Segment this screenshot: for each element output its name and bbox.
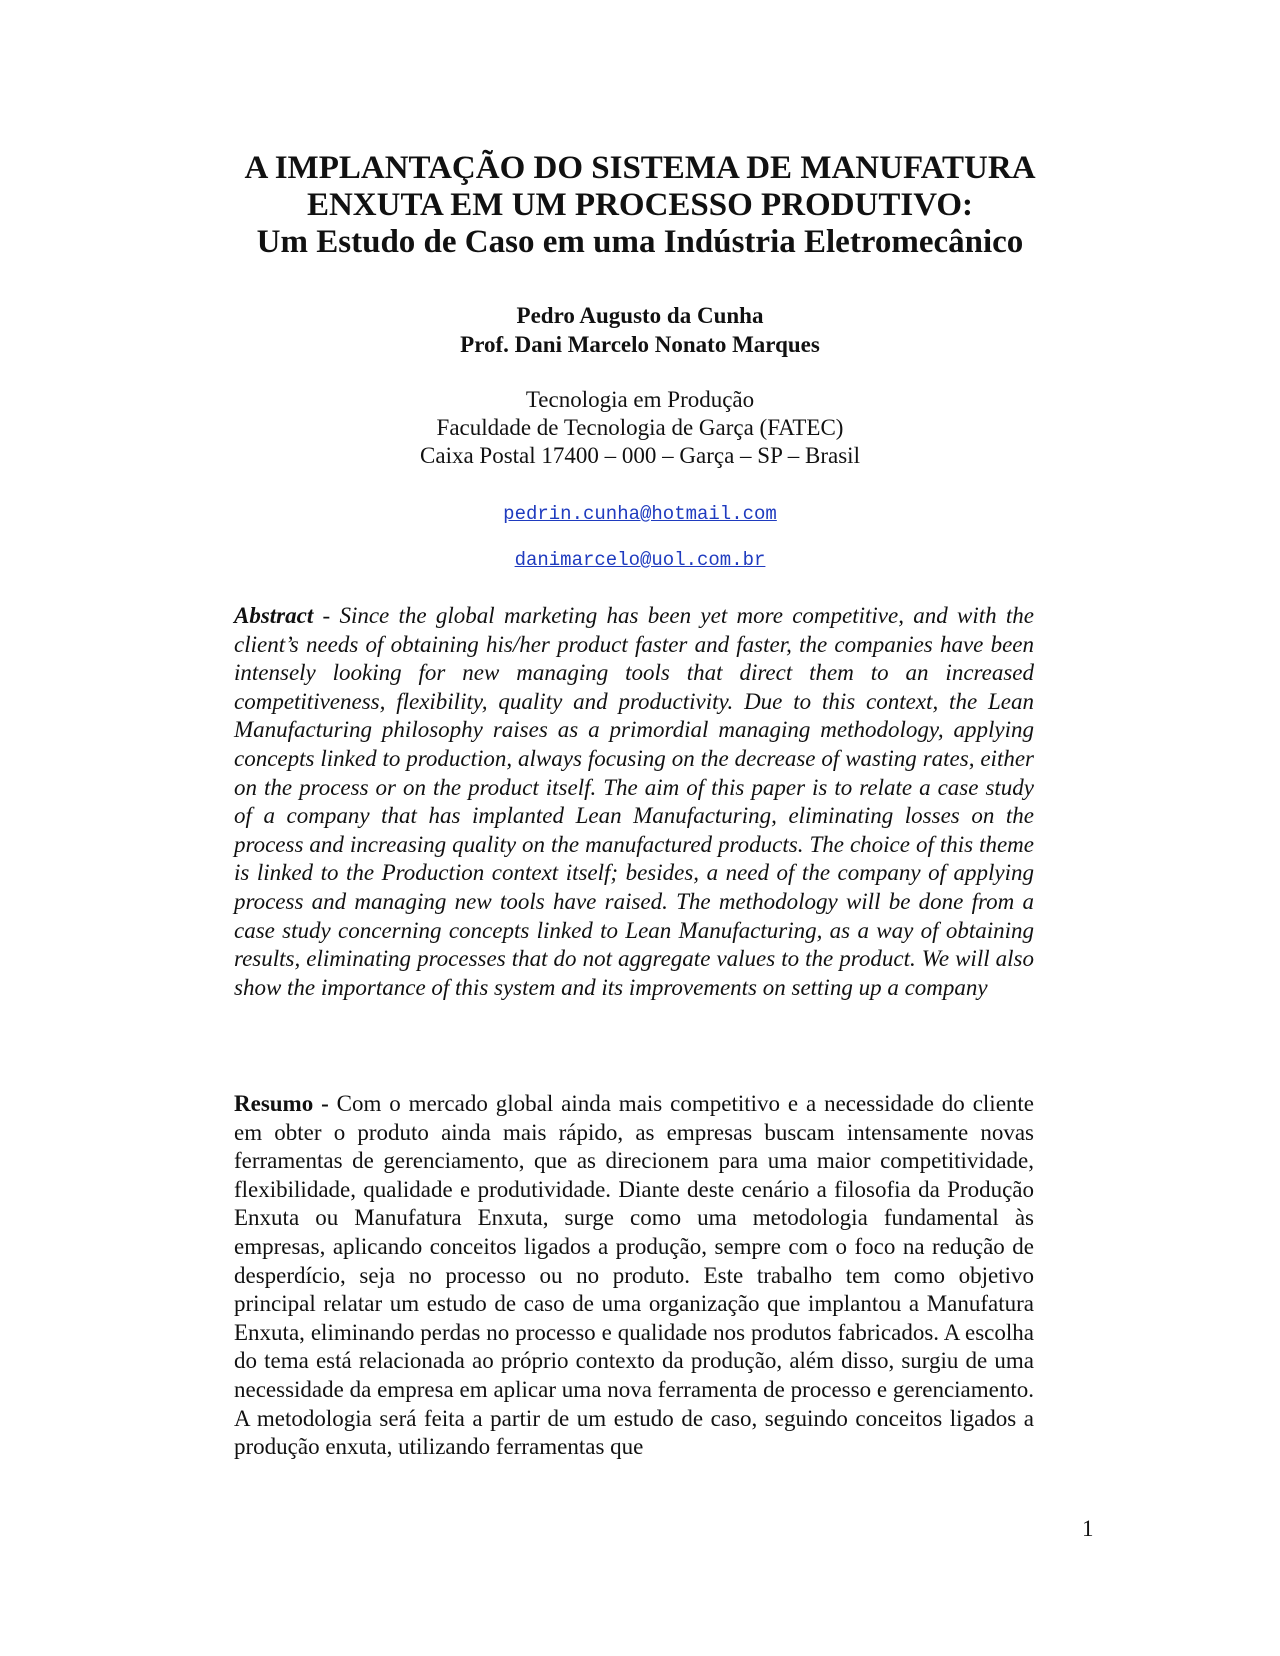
resumo-text: Com o mercado global ainda mais competitivo e a necessidade do cliente em obter o produto ainda mais rápido, as empresas buscam intensamente novas ferramentas de gerenciamento, que as direcionem para uma maior competitividade, flexibilidade, qualidade e produtividade. Diante deste cenário a filosofia da Produção Enxuta ou Manufatura Enxuta, surge como uma metodologia fundamental às empresas, aplicando conceitos ligados a produção, sempre com o foco na redução de desperdício, seja no processo ou no produto. Este trabalho tem como objetivo principal relatar um estudo de caso de uma organização que implantou a Manufatura Enxuta, eliminando perdas no processo e qualidade nos produtos fabricados. A escolha do tema está relacionada ao próprio contexto da produção, além disso, surgiu de uma necessidade da empresa em aplicar uma nova ferramenta de processo e gerenciamento. A metodologia será feita a partir de um estudo de caso, seguindo conceitos ligados a produção enxuta, utilizando ferramentas que: [234, 1091, 1034, 1460]
title-line-2: ENXUTA EM UM PROCESSO PRODUTIVO:: [306, 187, 974, 223]
title-line-1: A IMPLANTAÇÃO DO SISTEMA DE MANUFATURA: [244, 150, 1036, 186]
email-link-2[interactable]: danimarcelo@uol.com.br: [514, 549, 766, 571]
affiliation-block: [0, 386, 1280, 470]
paper-title: [0, 150, 1280, 261]
abstract-heading: Abstract: [234, 603, 314, 628]
author-2: Prof. Dani Marcelo Nonato Marques: [460, 332, 820, 357]
affiliation-address: Caixa Postal 17400 – 000 – Garça – SP – Brasil: [420, 443, 860, 468]
subtitle: Um Estudo de Caso em uma Indústria Eletromecânico: [256, 224, 1024, 260]
affiliation-program: Tecnologia em Produção: [525, 387, 755, 412]
page-number: 1: [1082, 1516, 1094, 1541]
author-list: [0, 301, 1280, 359]
affiliation-institution: Faculdade de Tecnologia de Garça (FATEC): [436, 415, 844, 440]
abstract-text: - Since the global marketing has been yet more competitive, and with the client’s needs of obtaining his/her product faster and faster, the companies have been intensely looking for new managing tools that direct them to an increased competitiveness, flexibility, quality and productivity. Due to this context, the Lean Manufacturing philosophy raises as a primordial managing methodology, applying concepts linked to production, always focusing on the decrease of wasting rates, either on the process or on the product itself. The aim of this paper is to relate a case study of a company that has implanted Lean Manufacturing, eliminating losses on the process and increasing quality on the manufactured products. The choice of this theme is linked to the Production context itself; besides, a need of the company of applying process and managing new tools have raised. The methodology will be done from a case study concerning concepts linked to Lean Manufacturing, as a way of obtaining results, eliminating processes that do not aggregate values to the product. We will also show the importance of this system and its improvements on setting up a company: [234, 603, 1034, 1000]
abstract-paragraph: [234, 602, 1034, 1002]
resumo-paragraph: [234, 1090, 1034, 1462]
resumo-heading: Resumo -: [234, 1091, 329, 1116]
email-link-1[interactable]: pedrin.cunha@hotmail.com: [503, 503, 777, 525]
author-1: Pedro Augusto da Cunha: [516, 303, 764, 328]
